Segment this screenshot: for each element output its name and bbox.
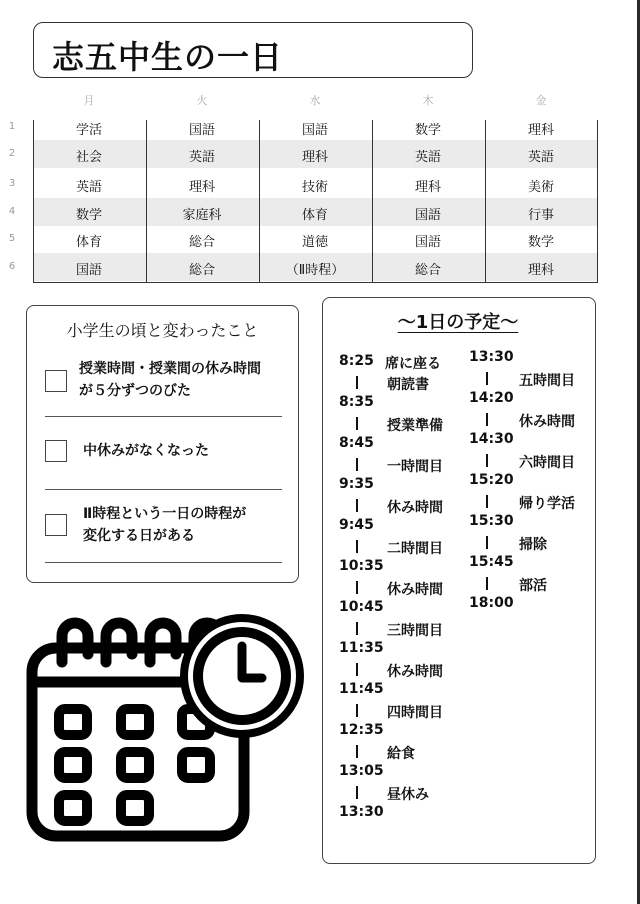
table-cell: 国語	[188, 123, 215, 138]
time-connector	[356, 499, 358, 512]
change-text-line1: Ⅱ時程という一日の時程が	[83, 506, 247, 522]
table-cell: 理科	[188, 180, 215, 195]
table-cell: 国語	[414, 235, 441, 250]
timetable	[0, 88, 600, 284]
time-connector	[356, 745, 358, 758]
schedule-event: 昼休み	[387, 787, 429, 803]
table-cell: 英語	[414, 150, 441, 165]
schedule-event: 授業準備	[387, 418, 443, 434]
table-cell: 国語	[414, 208, 441, 223]
period-number: 3	[8, 178, 16, 189]
table-cell: 数学	[75, 208, 102, 223]
time-connector	[356, 786, 358, 799]
table-bottom-border	[33, 282, 597, 283]
change-text-line2: 変化する日がある	[83, 528, 195, 544]
schedule-time: 15:30	[469, 513, 514, 529]
checkbox[interactable]	[45, 514, 67, 536]
changes-box	[26, 305, 299, 583]
time-connector	[356, 663, 358, 676]
schedule-event: 休み時間	[387, 664, 443, 680]
schedule-event: 掃除	[519, 537, 547, 553]
schedule-event: 朝読書	[387, 377, 429, 393]
day-header: 水	[309, 94, 321, 107]
separator	[45, 416, 282, 417]
schedule-time: 10:45	[339, 599, 384, 615]
time-connector	[486, 577, 488, 590]
table-cell: 道徳	[301, 235, 328, 250]
day-header: 月	[83, 94, 95, 107]
time-connector	[486, 454, 488, 467]
schedule-time: 15:45	[469, 554, 514, 570]
day-header: 火	[196, 94, 208, 107]
day-header: 木	[422, 94, 434, 107]
time-connector	[486, 413, 488, 426]
schedule-time: 9:45	[339, 517, 374, 533]
schedule-time: 8:45	[339, 435, 374, 451]
page-title: 志五中生の一日	[52, 38, 284, 76]
table-cell: 理科	[414, 180, 441, 195]
schedule-time: 12:35	[339, 722, 384, 738]
schedule-time: 14:20	[469, 390, 514, 406]
checkbox[interactable]	[45, 370, 67, 392]
table-cell: 体育	[301, 208, 328, 223]
schedule-time: 15:20	[469, 472, 514, 488]
period-number: 4	[8, 206, 16, 217]
schedule-event: 休み時間	[387, 500, 443, 516]
day-header: 金	[535, 94, 547, 107]
period-number: 6	[8, 261, 16, 272]
schedule-time: 13:05	[339, 763, 384, 779]
table-cell: 数学	[414, 123, 441, 138]
change-text-line1: 中休みがなくなった	[83, 443, 209, 459]
table-cell: 社会	[75, 150, 102, 165]
table-cell: 家庭科	[182, 208, 222, 223]
table-cell: 総合	[188, 263, 215, 278]
schedule-time: 11:45	[339, 681, 384, 697]
time-connector	[356, 622, 358, 635]
time-connector	[356, 704, 358, 717]
table-cell: 理科	[527, 123, 554, 138]
title-box	[33, 22, 473, 78]
period-number: 5	[8, 233, 16, 244]
time-connector	[356, 417, 358, 430]
schedule-time: 9:35	[339, 476, 374, 492]
table-cell: 数学	[527, 235, 554, 250]
time-connector	[486, 372, 488, 385]
changes-heading: 小学生の頃と変わったこと	[66, 321, 259, 340]
checkbox[interactable]	[45, 440, 67, 462]
table-cell: 英語	[527, 150, 554, 165]
schedule-event: 六時間目	[519, 455, 575, 471]
schedule-event: 二時間目	[387, 541, 443, 557]
time-connector	[486, 536, 488, 549]
time-connector	[356, 458, 358, 471]
schedule-time: 14:30	[469, 431, 514, 447]
column-divider	[597, 120, 598, 283]
table-cell: 総合	[188, 235, 215, 250]
time-connector	[356, 376, 358, 389]
schedule-time: 18:00	[469, 595, 514, 611]
table-cell: 理科	[301, 150, 328, 165]
change-text-line1: 授業時間・授業間の休み時間	[79, 361, 261, 377]
schedule-time: 11:35	[339, 640, 384, 656]
schedule-event: 休み時間	[519, 414, 575, 430]
table-cell: 行事	[527, 208, 554, 223]
table-cell: 国語	[301, 123, 328, 138]
schedule-event: 四時間目	[387, 705, 443, 721]
table-cell: 美術	[527, 180, 554, 195]
schedule-time: 8:25	[339, 353, 374, 369]
schedule-box	[322, 297, 596, 864]
period-number: 2	[8, 148, 16, 159]
schedule-event: 帰り学活	[519, 496, 575, 512]
time-connector	[356, 581, 358, 594]
separator	[45, 489, 282, 490]
schedule-event: 部活	[519, 578, 547, 594]
schedule-event: 休み時間	[387, 582, 443, 598]
schedule-event: 五時間目	[519, 373, 575, 389]
table-cell: 技術	[301, 180, 328, 195]
schedule-time: 13:30	[469, 349, 514, 365]
calendar-clock-icon	[24, 612, 304, 852]
schedule-time: 13:30	[339, 804, 384, 820]
period-number: 1	[8, 121, 16, 132]
schedule-heading: 〜1日の予定〜	[397, 312, 519, 333]
table-cell: 英語	[75, 180, 102, 195]
schedule-event: 一時間目	[387, 459, 443, 475]
schedule-event: 給食	[387, 746, 415, 762]
schedule-event: 席に座る	[385, 356, 441, 372]
change-text-line2: が５分ずつのびた	[79, 383, 191, 399]
table-cell: 学活	[75, 123, 102, 138]
table-cell: 総合	[414, 263, 441, 278]
table-cell: （Ⅱ時程）	[285, 263, 345, 278]
separator	[45, 562, 282, 563]
time-connector	[356, 540, 358, 553]
table-cell: 英語	[188, 150, 215, 165]
schedule-time: 8:35	[339, 394, 374, 410]
table-cell: 体育	[75, 235, 102, 250]
time-connector	[486, 495, 488, 508]
table-cell: 国語	[75, 263, 102, 278]
table-cell: 理科	[527, 263, 554, 278]
schedule-time: 10:35	[339, 558, 384, 574]
schedule-event: 三時間目	[387, 623, 443, 639]
